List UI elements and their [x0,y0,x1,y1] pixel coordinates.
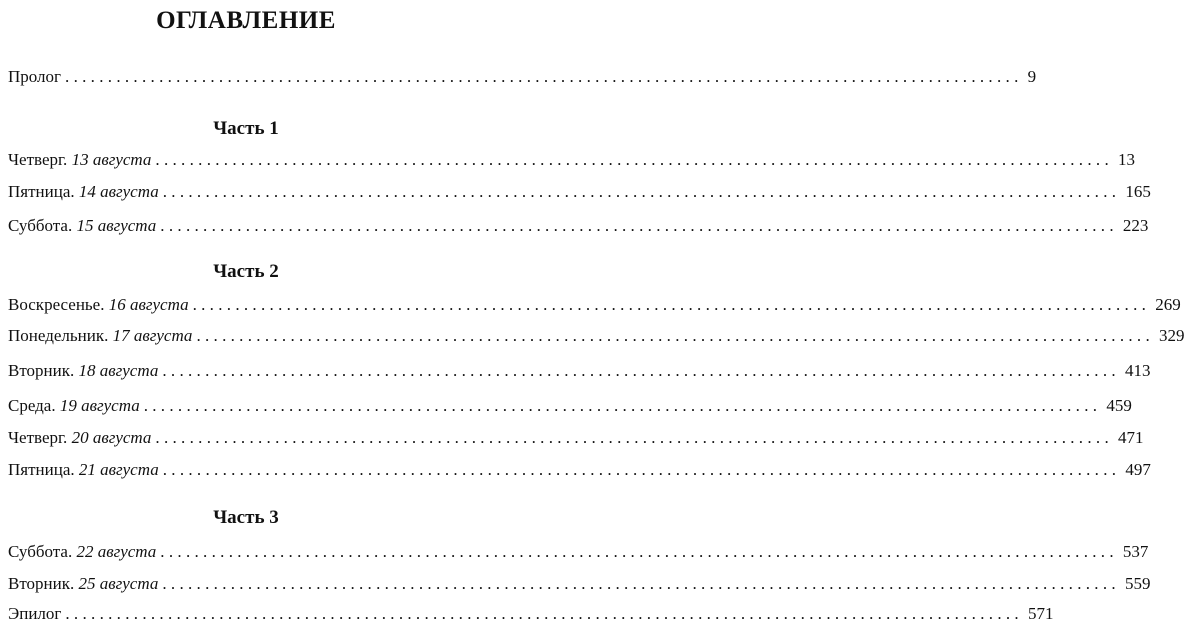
toc-entry-day: Понедельник. [8,326,109,345]
toc-page-number: 269 [1155,295,1181,314]
toc-entry-label [8,427,151,449]
toc-entry[interactable] [8,294,1181,316]
toc-entry-label [8,181,159,203]
toc-entry-date: 18 августа [78,361,159,380]
toc-entry[interactable] [8,573,1151,595]
toc-page-number: 413 [1124,361,1151,380]
toc-entry-label: Эпилог [8,604,62,623]
toc-entry-day: Четверг. [8,428,68,447]
toc-entry-date: 19 августа [59,396,140,415]
toc-page-number: 459 [1106,396,1132,415]
dot-leader: ................................................................................................................ [155,428,1114,447]
toc-page-number: 559 [1124,574,1151,593]
toc-entry[interactable] [8,459,1151,481]
dot-leader: ................................................................................................................ [160,216,1118,235]
toc-entry-label [8,395,140,417]
toc-page-number: 9 [1027,67,1037,86]
toc-entry-date: 15 августа [76,216,157,235]
dot-leader: ................................................................................................................ [162,182,1121,201]
toc-entry-epilogue[interactable] [8,603,1054,625]
toc-entry-label: Пролог [8,67,62,86]
toc-entry[interactable] [8,325,1185,347]
dot-leader: ................................................................................................................ [162,361,1120,380]
toc-entry[interactable] [8,360,1151,382]
toc-entry-day: Вторник. [8,361,75,380]
toc-entry-prologue[interactable] [8,66,1037,88]
part-heading-2: Часть 2 [213,261,279,282]
dot-leader: ................................................................................................................ [160,542,1118,561]
dot-leader: ................................................................................................................ [143,396,1102,415]
part-heading-3: Часть 3 [213,507,279,528]
toc-entry-day: Среда. [8,396,56,415]
part-heading-1: Часть 1 [213,118,279,139]
toc-entry-day: Суббота. [8,542,73,561]
toc-entry[interactable] [8,541,1149,563]
toc-entry-date: 13 августа [71,150,152,169]
toc-entry[interactable] [8,215,1149,237]
toc-page-number: 471 [1118,428,1144,447]
toc-entry-day: Пятница. [8,460,75,479]
toc-entry-date: 14 августа [78,182,159,201]
toc-entry-label [8,215,156,237]
toc-entry-label [8,360,158,382]
toc-page-number: 571 [1027,604,1054,623]
toc-entry-day: Четверг. [8,150,68,169]
toc-entry-date: 20 августа [71,428,152,447]
toc-entry-label [8,294,189,316]
toc-page-number: 223 [1122,216,1149,235]
toc-entry-label [8,325,192,347]
dot-leader: ................................................................................................................ [196,326,1155,345]
toc-entry-label [8,149,151,171]
toc-page-number: 329 [1159,326,1185,345]
toc-page-number: 537 [1122,542,1149,561]
toc-entry-date: 17 августа [112,326,193,345]
toc-entry-date: 16 августа [108,295,189,314]
toc-entry[interactable] [8,395,1132,417]
page-title: ОГЛАВЛЕНИЕ [156,7,336,34]
toc-page-number: 497 [1125,460,1151,479]
dot-leader: ................................................................................................................ [162,460,1121,479]
toc-entry[interactable] [8,427,1144,449]
toc-entry-label [8,459,159,481]
toc-entry-date: 25 августа [78,574,159,593]
toc-entry-day: Воскресенье. [8,295,105,314]
toc-entry[interactable] [8,181,1151,203]
toc-entry-label [8,541,156,563]
toc-entry-day: Пятница. [8,182,75,201]
toc-page-number: 13 [1118,150,1136,169]
dot-leader: ................................................................................................................ [192,295,1151,314]
toc-entry-date: 21 августа [78,460,159,479]
dot-leader: ................................................................................................................ [65,604,1023,623]
toc-entry-date: 22 августа [76,542,157,561]
toc-entry-day: Вторник. [8,574,75,593]
dot-leader: ................................................................................................................ [162,574,1120,593]
dot-leader: ................................................................................................................ [65,67,1023,86]
toc-page-number: 165 [1125,182,1151,201]
toc-entry-label [8,573,158,595]
toc-entry[interactable] [8,149,1136,171]
dot-leader: ................................................................................................................ [155,150,1114,169]
toc-entry-day: Суббота. [8,216,73,235]
